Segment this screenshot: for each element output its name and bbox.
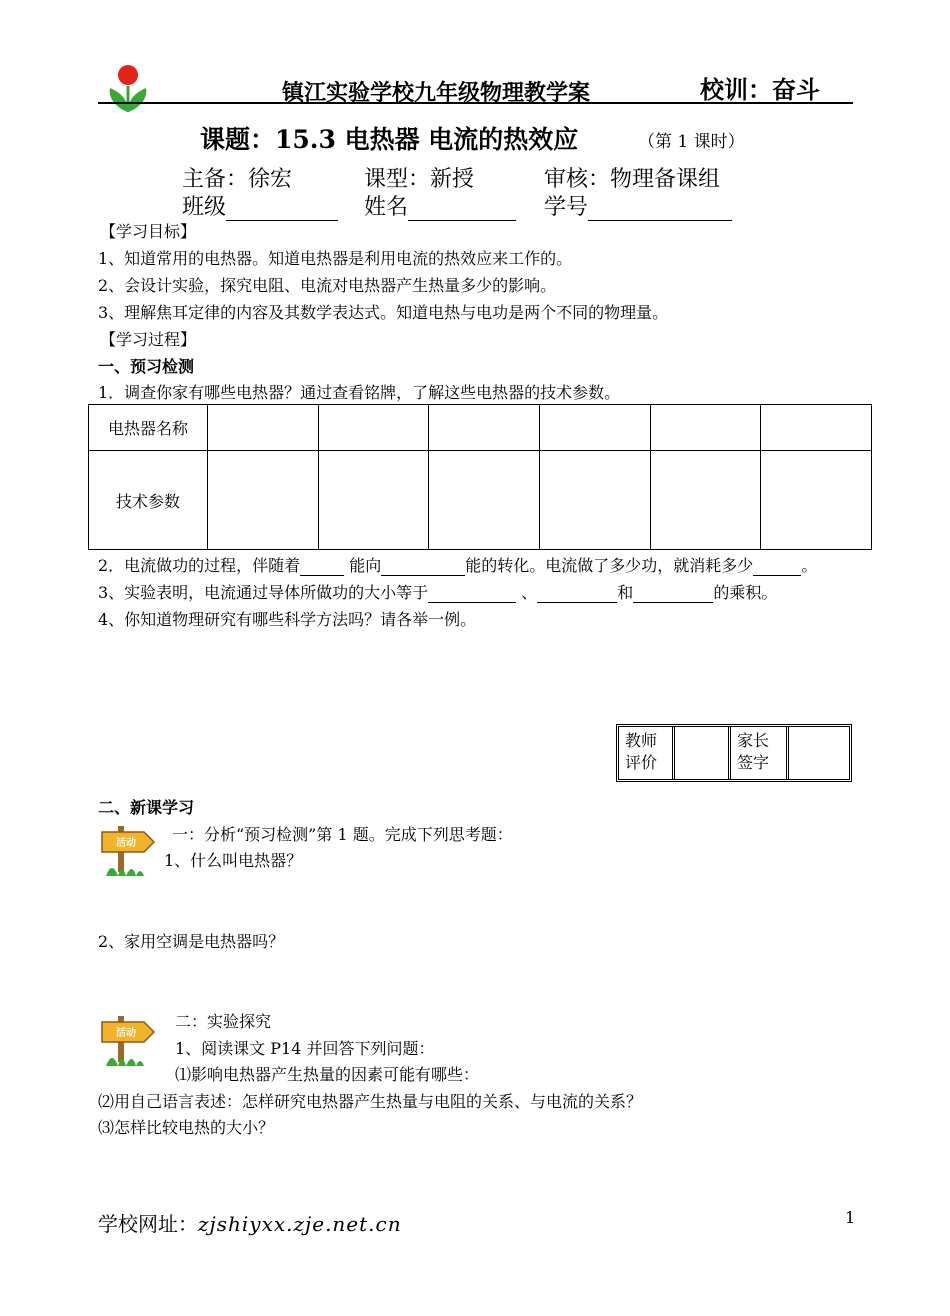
table-cell[interactable] bbox=[429, 451, 540, 550]
lesson-period: （第 1 课时） bbox=[638, 132, 745, 152]
page-number: 1 bbox=[845, 1208, 856, 1227]
part2-question-1: 1、阅读课文 P14 并回答下列问题： bbox=[175, 1039, 435, 1058]
goal-item: 1、知道常用的电热器。知道电热器是利用电流的热效应来工作的。 bbox=[98, 249, 573, 268]
name-field[interactable] bbox=[364, 190, 516, 221]
table-cell[interactable] bbox=[650, 405, 761, 451]
goal-item: 2、会设计实验，探究电阻、电流对电热器产生热量多少的影响。 bbox=[98, 276, 557, 295]
question-3 bbox=[98, 580, 777, 603]
parent-sign-input[interactable] bbox=[789, 727, 849, 779]
parent-sign-label: 家长 签字 bbox=[731, 727, 789, 779]
q3-blank-3[interactable] bbox=[633, 586, 713, 603]
process-heading: 【学习过程】 bbox=[100, 330, 197, 349]
activity-sign-icon bbox=[100, 1010, 156, 1068]
activity-sign-text: 活动 bbox=[116, 1028, 136, 1039]
q2-text-a: 2．电流做功的过程，伴随着 bbox=[98, 556, 301, 575]
table-cell[interactable] bbox=[208, 405, 319, 451]
q2-blank-1[interactable] bbox=[300, 559, 344, 576]
q2-text-d: 。 bbox=[801, 556, 818, 575]
table-cell[interactable] bbox=[650, 451, 761, 550]
author-label: 主备：徐宏 bbox=[182, 167, 293, 192]
part2-sub-2: ⑵用自己语言表述：怎样研究电热器产生热量与电阻的关系、与电流的关系？ bbox=[98, 1092, 643, 1111]
question-4: 4、你知道物理研究有哪些科学方法吗？请各举一例。 bbox=[98, 610, 477, 629]
part1-question-2: 2、家用空调是电热器吗？ bbox=[98, 932, 285, 951]
q3-blank-1[interactable] bbox=[428, 586, 516, 603]
appliance-table bbox=[88, 404, 872, 550]
table-cell[interactable] bbox=[429, 405, 540, 451]
type-label: 课型：新授 bbox=[364, 167, 475, 192]
student-id-label: 学号 bbox=[544, 195, 589, 220]
class-blank[interactable] bbox=[226, 200, 338, 221]
part1-question-1: 1、什么叫电热器？ bbox=[164, 851, 303, 870]
q2-text-c: 能的转化。电流做了多少功，就消耗多少 bbox=[465, 556, 754, 575]
header-divider bbox=[98, 102, 853, 104]
class-label: 班级 bbox=[182, 195, 227, 220]
activity-sign-text: 活动 bbox=[116, 838, 136, 849]
part2-sub-3: ⑶怎样比较电热的大小？ bbox=[98, 1118, 275, 1137]
table-cell[interactable] bbox=[539, 405, 650, 451]
table-cell[interactable] bbox=[318, 451, 429, 550]
q2-text-b: 能向 bbox=[349, 556, 382, 575]
part2-intro: 二：实验探究 bbox=[175, 1012, 272, 1031]
q3-text-b: 、 bbox=[521, 583, 538, 602]
school-title: 镇江实验学校九年级物理教学案 bbox=[282, 81, 591, 106]
school-logo-icon bbox=[100, 64, 156, 114]
student-id-field[interactable] bbox=[544, 190, 732, 221]
teacher-eval-label: 教师 评价 bbox=[619, 727, 675, 779]
teacher-eval-input[interactable] bbox=[675, 727, 731, 779]
q2-blank-2[interactable] bbox=[381, 559, 465, 576]
name-label: 姓名 bbox=[364, 195, 409, 220]
footer-url-link[interactable]: zjshiyxx.zje.net.cn bbox=[198, 1212, 402, 1236]
section-new-lesson-heading: 二、新课学习 bbox=[98, 798, 195, 817]
q3-text-c: 和 bbox=[617, 583, 634, 602]
question-1: 1．调查你家有哪些电热器？通过查看铭牌，了解这些电热器的技术参数。 bbox=[98, 383, 621, 402]
name-blank[interactable] bbox=[408, 200, 516, 221]
goal-item: 3、理解焦耳定律的内容及其数学表达式。知道电热与电功是两个不同的物理量。 bbox=[98, 303, 669, 322]
part2-sub-1: ⑴影响电热器产生热量的因素可能有哪些： bbox=[175, 1065, 480, 1084]
q3-blank-2[interactable] bbox=[537, 586, 617, 603]
class-field[interactable] bbox=[182, 190, 338, 221]
school-motto: 校训：奋斗 bbox=[700, 76, 820, 104]
q3-text-d: 的乘积。 bbox=[713, 583, 778, 602]
lesson-title: 课题：15.3 电热器 电流的热效应 bbox=[200, 125, 579, 154]
table-cell[interactable] bbox=[208, 451, 319, 550]
evaluation-box bbox=[616, 724, 852, 782]
table-cell[interactable] bbox=[761, 451, 872, 550]
table-header-params: 技术参数 bbox=[89, 451, 208, 550]
goals-heading: 【学习目标】 bbox=[100, 222, 197, 241]
question-2 bbox=[98, 553, 817, 576]
table-cell[interactable] bbox=[539, 451, 650, 550]
activity-sign-icon bbox=[100, 820, 156, 878]
table-header-name: 电热器名称 bbox=[89, 405, 208, 451]
table-row bbox=[89, 451, 872, 550]
section-preview-heading: 一、预习检测 bbox=[98, 357, 195, 376]
q2-blank-3[interactable] bbox=[753, 559, 801, 576]
q3-text-a: 3、实验表明，电流通过导体所做功的大小等于 bbox=[98, 583, 429, 602]
footer-label: 学校网址： bbox=[98, 1212, 198, 1236]
table-cell[interactable] bbox=[318, 405, 429, 451]
student-id-blank[interactable] bbox=[588, 200, 732, 221]
table-cell[interactable] bbox=[761, 405, 872, 451]
footer-website bbox=[98, 1208, 402, 1237]
reviewer-label: 审核：物理备课组 bbox=[544, 167, 721, 192]
table-row bbox=[89, 405, 872, 451]
part1-intro: 一：分析“预习检测”第 1 题。完成下列思考题： bbox=[172, 825, 513, 844]
